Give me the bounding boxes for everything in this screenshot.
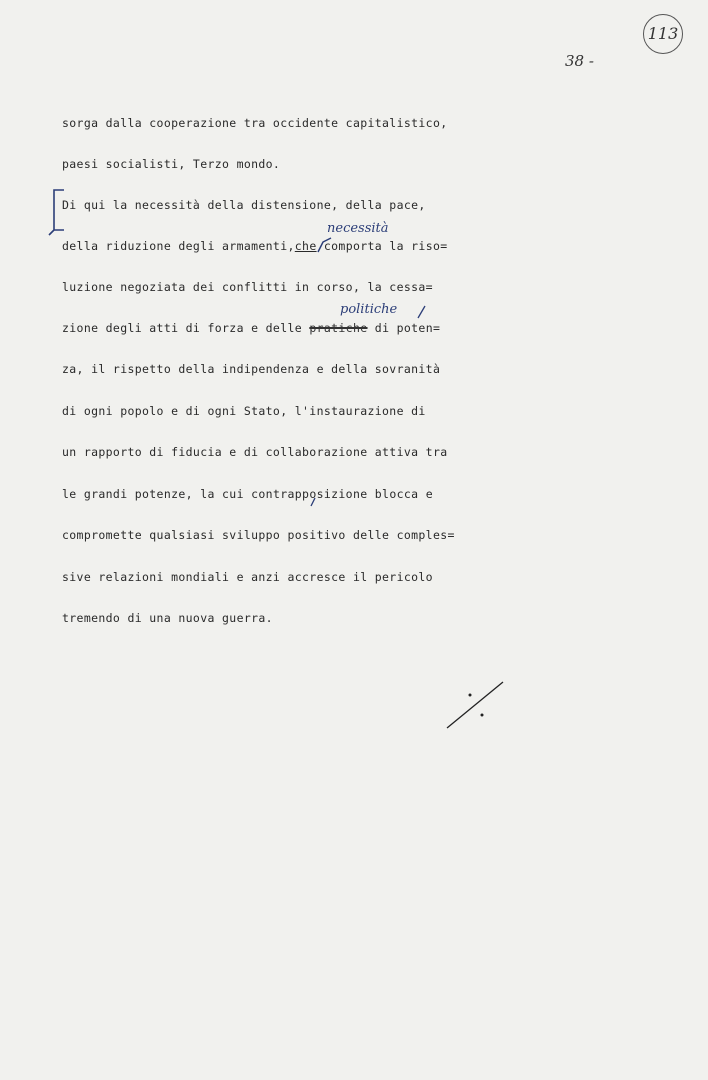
end-mark-slash: [447, 682, 503, 728]
paragraph-bracket-mark: [49, 190, 64, 235]
text-segment: la cui contrapposizione blocca e: [192, 487, 433, 501]
replacement-slash-mark: [418, 306, 425, 318]
handwritten-replacement: politiche: [340, 302, 398, 317]
archive-number-circled: 113: [643, 14, 683, 54]
handwritten-insertion: necessità: [327, 221, 389, 236]
underlined-word: che: [294, 239, 317, 253]
end-mark-dot-lower: [481, 714, 484, 717]
text-line-9: un rapporto di fiducia e di collaborazione attiva tra: [62, 445, 448, 459]
text-line-2: paesi socialisti, Terzo mondo.: [62, 157, 281, 171]
text-segment: della riduzione degli armamenti,: [62, 239, 295, 253]
text-line-13: tremendo di una nuova guerra.: [62, 611, 273, 625]
page-number: 38 -: [565, 52, 594, 70]
text-line-10: [62, 487, 433, 501]
text-line-4: [62, 239, 448, 253]
text-segment: comporta la riso=: [316, 239, 448, 253]
struck-word: pratiche: [309, 321, 368, 335]
text-line-12: sive relazioni mondiali e anzi accresce il pericolo: [62, 570, 433, 584]
text-line-7: za, il rispetto della indipendenza e della sovranità: [62, 362, 441, 376]
text-line-6: [62, 321, 440, 335]
text-segment: di poten=: [367, 321, 441, 335]
text-segment: le grandi potenze,: [62, 487, 193, 501]
text-line-1: sorga dalla cooperazione tra occidente capitalistico,: [62, 116, 448, 130]
text-line-5: luzione negoziata dei conflitti in corso, la cessa=: [62, 280, 433, 294]
text-line-3: Di qui la necessità della distensione, della pace,: [62, 198, 426, 212]
text-line-11: compromette qualsiasi sviluppo positivo delle comples=: [62, 528, 455, 542]
text-line-8: di ogni popolo e di ogni Stato, l'instaurazione di: [62, 404, 426, 418]
text-segment: zione degli atti di forza e delle: [62, 321, 310, 335]
end-mark-dot-upper: [469, 694, 472, 697]
